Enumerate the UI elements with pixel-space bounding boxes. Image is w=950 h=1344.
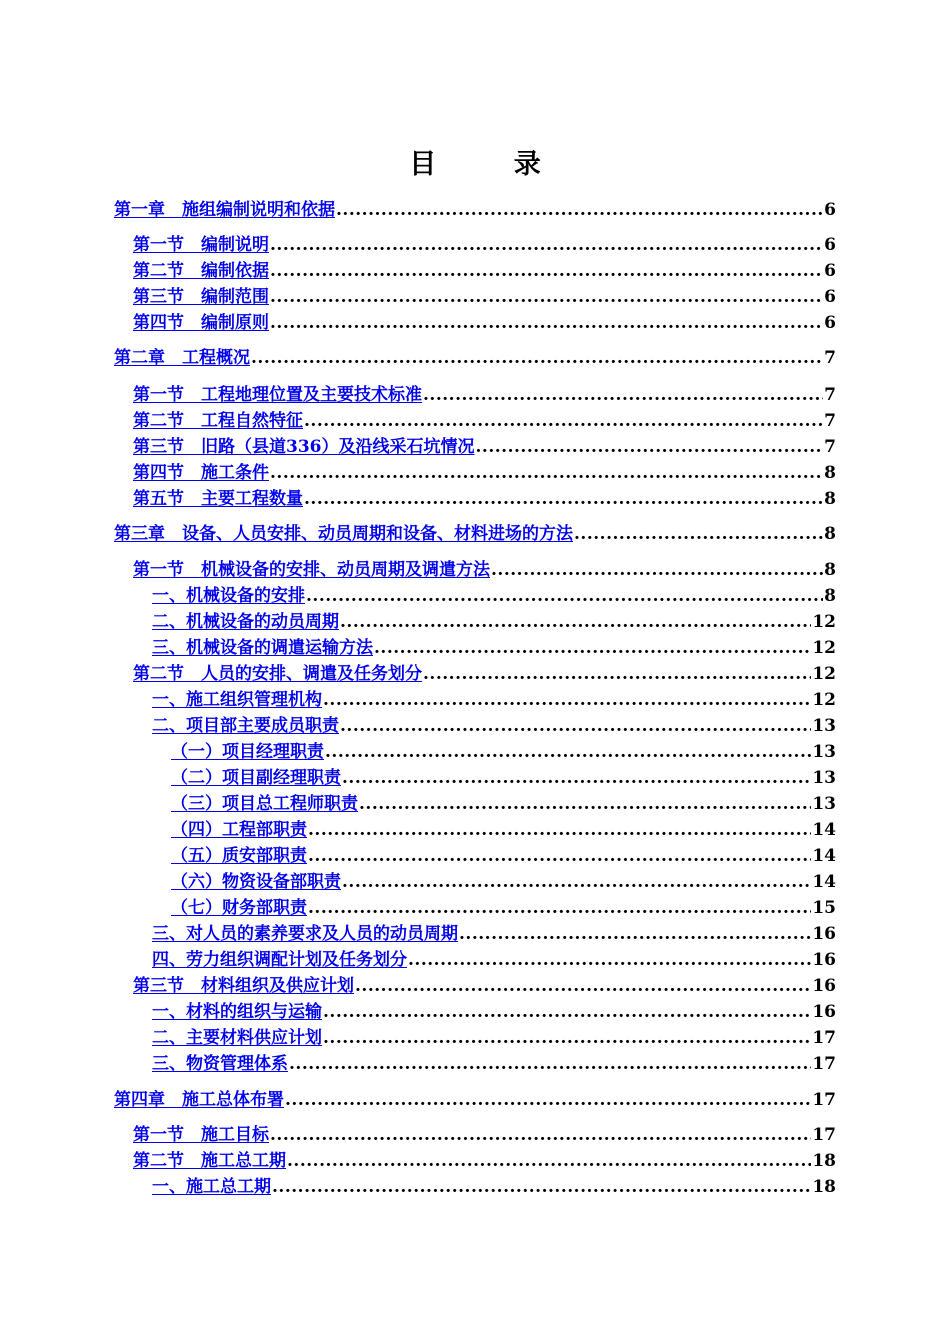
dot-leader	[270, 462, 823, 484]
toc-entry-label[interactable]: 三、物资管理体系	[152, 1054, 288, 1074]
dot-leader	[272, 1176, 811, 1198]
toc-entry-label[interactable]: 一、施工总工期	[152, 1177, 271, 1197]
toc-page-number: 8	[824, 524, 836, 544]
toc-page-number: 8	[824, 489, 836, 509]
dot-leader	[340, 715, 811, 737]
toc-entry-label[interactable]: （五）质安部职责	[171, 846, 307, 866]
dot-leader	[251, 347, 823, 369]
toc-entry-subsection[interactable]	[152, 923, 836, 945]
toc-page-number: 7	[824, 437, 836, 457]
toc-page-number: 17	[812, 1054, 836, 1074]
toc-page-number: 16	[812, 950, 836, 970]
toc-entry-subsection[interactable]	[152, 689, 836, 711]
toc-entry-item[interactable]	[171, 845, 836, 867]
dot-leader	[374, 637, 811, 659]
toc-entry-label[interactable]: 第四节 编制原则	[133, 313, 269, 333]
toc-entry-label[interactable]: 第四章 施工总体布署	[114, 1090, 284, 1110]
toc-page-number: 12	[812, 690, 836, 710]
dot-leader	[306, 585, 823, 607]
dot-leader	[270, 1124, 811, 1146]
toc-entry-label[interactable]: （二）项目副经理职责	[171, 768, 341, 788]
toc-entry-section[interactable]	[133, 312, 836, 334]
dot-leader	[304, 488, 823, 510]
toc-entry-label[interactable]: （四）工程部职责	[171, 820, 307, 840]
toc-entry-section[interactable]	[133, 410, 836, 432]
toc-entry-label[interactable]: 三、机械设备的调遣运输方法	[152, 638, 373, 658]
toc-entry-item[interactable]	[171, 819, 836, 841]
toc-entry-section[interactable]	[133, 286, 836, 308]
toc-page-number: 14	[812, 872, 836, 892]
toc-page-number: 13	[812, 716, 836, 736]
toc-entry-label[interactable]: 第三节 旧路（县道336）及沿线采石坑情况	[133, 437, 475, 457]
toc-entry-section[interactable]	[133, 384, 836, 406]
toc-entry-subsection[interactable]	[152, 611, 836, 633]
dot-leader	[270, 312, 823, 334]
dot-leader	[342, 871, 811, 893]
toc-entry-label[interactable]: 三、对人员的素养要求及人员的动员周期	[152, 924, 458, 944]
toc-page-number: 16	[812, 924, 836, 944]
toc-entry-label[interactable]: 二、主要材料供应计划	[152, 1028, 322, 1048]
toc-entry-section[interactable]	[133, 488, 836, 510]
toc-entry-label[interactable]: 二、项目部主要成员职责	[152, 716, 339, 736]
toc-entry-item[interactable]	[171, 767, 836, 789]
dot-leader	[308, 819, 811, 841]
toc-entry-subsection[interactable]	[152, 585, 836, 607]
toc-entry-subsection[interactable]	[152, 1001, 836, 1023]
dot-leader	[325, 741, 811, 763]
dot-leader	[287, 1150, 811, 1172]
toc-entry-section[interactable]	[133, 1124, 836, 1146]
toc-page-number: 18	[812, 1177, 836, 1197]
toc-entry-label[interactable]: 二、机械设备的动员周期	[152, 612, 339, 632]
toc-entry-subsection[interactable]	[152, 949, 836, 971]
dot-leader	[323, 1027, 811, 1049]
toc-entry-chapter-4[interactable]	[114, 1089, 836, 1111]
toc-entry-label[interactable]: 第二节 人员的安排、调遣及任务划分	[133, 664, 422, 684]
toc-entry-section[interactable]	[133, 260, 836, 282]
dot-leader	[355, 975, 811, 997]
toc-entry-label[interactable]: （七）财务部职责	[171, 898, 307, 918]
toc-page-number: 16	[812, 976, 836, 996]
toc-entry-label[interactable]: 四、劳力组织调配计划及任务划分	[152, 950, 407, 970]
dot-leader	[359, 793, 811, 815]
toc-entry-label[interactable]: 第三章 设备、人员安排、动员周期和设备、材料进场的方法	[114, 524, 573, 544]
toc-entry-label[interactable]: （一）项目经理职责	[171, 742, 324, 762]
toc-page-number: 13	[812, 794, 836, 814]
toc-entry-label[interactable]: 第二章 工程概况	[114, 348, 250, 368]
page-title: 目 录	[409, 149, 575, 180]
toc-page-number: 8	[824, 586, 836, 606]
toc-entry-chapter-2[interactable]	[114, 347, 836, 369]
toc-entry-label[interactable]: 第一章 施组编制说明和依据	[114, 200, 335, 220]
toc-entry-item[interactable]	[171, 871, 836, 893]
toc-page-number: 13	[812, 768, 836, 788]
toc-page-number: 14	[812, 820, 836, 840]
dot-leader	[423, 663, 811, 685]
toc-entry-label[interactable]: 第一节 工程地理位置及主要技术标准	[133, 385, 422, 405]
toc-page-number: 12	[812, 612, 836, 632]
toc-entry-section[interactable]	[133, 975, 836, 997]
toc-entry-label[interactable]: 第二节 工程自然特征	[133, 411, 303, 431]
toc-entry-chapter-3[interactable]	[114, 523, 836, 545]
dot-leader	[342, 767, 811, 789]
toc-entry-label[interactable]: 一、机械设备的安排	[152, 586, 305, 606]
toc-entry-section[interactable]	[133, 559, 836, 581]
toc-entry-section[interactable]	[133, 436, 836, 458]
dot-leader	[308, 845, 811, 867]
toc-entry-label[interactable]: 第三节 编制范围	[133, 287, 269, 307]
toc-entry-item[interactable]	[171, 897, 836, 919]
toc-entry-subsection[interactable]	[152, 1176, 836, 1198]
toc-entry-label[interactable]: 第一节 施工目标	[133, 1125, 269, 1145]
toc-page-number: 12	[812, 638, 836, 658]
dot-leader	[270, 286, 823, 308]
toc-entry-section[interactable]	[133, 234, 836, 256]
toc-entry-item[interactable]	[171, 741, 836, 763]
toc-entry-label[interactable]: 第二节 施工总工期	[133, 1151, 286, 1171]
toc-entry-label[interactable]: 第五节 主要工程数量	[133, 489, 303, 509]
toc-entry-section[interactable]	[133, 1150, 836, 1172]
toc-page-number: 6	[824, 313, 836, 333]
dot-leader	[336, 199, 823, 221]
toc-entry-subsection[interactable]	[152, 1053, 836, 1075]
dot-leader	[270, 260, 823, 282]
toc-page-number: 17	[812, 1028, 836, 1048]
dot-leader	[270, 234, 823, 256]
toc-page-number: 8	[824, 463, 836, 483]
toc-page-number: 8	[824, 560, 836, 580]
toc-entry-chapter-1[interactable]	[114, 199, 836, 221]
dot-leader	[289, 1053, 811, 1075]
toc-entry-label[interactable]: 第三节 材料组织及供应计划	[133, 976, 354, 996]
dot-leader	[340, 611, 811, 633]
toc-entry-label[interactable]: 第一节 机械设备的安排、动员周期及调遣方法	[133, 560, 490, 580]
toc-page-number: 6	[824, 200, 836, 220]
dot-leader	[304, 410, 823, 432]
toc-page-number: 6	[824, 261, 836, 281]
toc-page-number: 7	[824, 348, 836, 368]
toc-entry-subsection[interactable]	[152, 715, 836, 737]
toc-entry-label[interactable]: 第二节 编制依据	[133, 261, 269, 281]
toc-entry-label[interactable]: 一、材料的组织与运输	[152, 1002, 322, 1022]
toc-entry-label[interactable]: 一、施工组织管理机构	[152, 690, 322, 710]
dot-leader	[476, 436, 824, 458]
toc-page-number: 17	[812, 1125, 836, 1145]
toc-entry-label[interactable]: （六）物资设备部职责	[171, 872, 341, 892]
toc-page-number: 7	[824, 411, 836, 431]
toc-page-number: 18	[812, 1151, 836, 1171]
dot-leader	[408, 949, 811, 971]
toc-page-number: 6	[824, 235, 836, 255]
toc-page-number: 13	[812, 742, 836, 762]
toc-page-number: 15	[812, 898, 836, 918]
toc-entry-subsection[interactable]	[152, 637, 836, 659]
toc-page-number: 17	[812, 1090, 836, 1110]
dot-leader	[491, 559, 823, 581]
toc-page-number: 6	[824, 287, 836, 307]
toc-entry-subsection[interactable]	[152, 1027, 836, 1049]
toc-page-number: 16	[812, 1002, 836, 1022]
toc-page-number: 12	[812, 664, 836, 684]
toc-page-number: 14	[812, 846, 836, 866]
toc-entry-section[interactable]	[133, 663, 836, 685]
dot-leader	[323, 689, 811, 711]
toc-page-number: 7	[824, 385, 836, 405]
toc-entry-label[interactable]: 第一节 编制说明	[133, 235, 269, 255]
toc-entry-label[interactable]: （三）项目总工程师职责	[171, 794, 358, 814]
dot-leader	[285, 1089, 811, 1111]
dot-leader	[323, 1001, 811, 1023]
toc-entry-label[interactable]: 第四节 施工条件	[133, 463, 269, 483]
toc-entry-item[interactable]	[171, 793, 836, 815]
dot-leader	[574, 523, 823, 545]
dot-leader	[423, 384, 823, 406]
dot-leader	[459, 923, 811, 945]
toc-entry-section[interactable]	[133, 462, 836, 484]
dot-leader	[308, 897, 811, 919]
